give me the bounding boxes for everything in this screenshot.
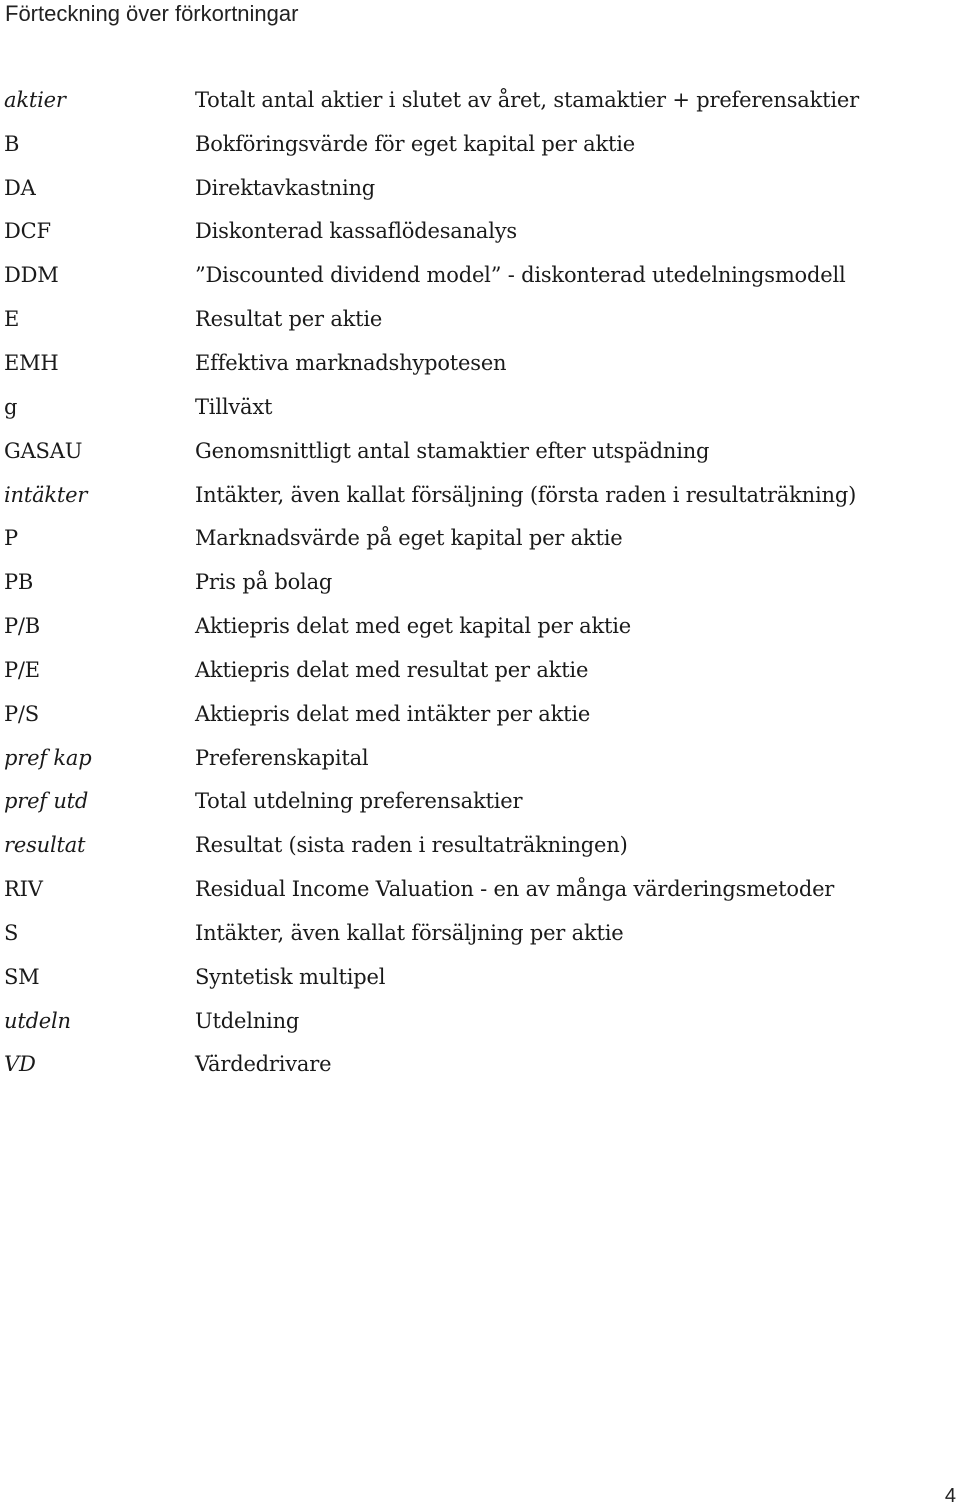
abbreviation-row [0,516,960,560]
abbreviation-term: pref kap [4,745,92,770]
abbreviation-definition: Värdedrivare [195,1052,332,1077]
abbreviation-term: resultat [4,833,86,858]
abbreviation-term: utdeln [4,1008,71,1033]
abbreviation-term: g [4,394,18,419]
abbreviation-row [0,429,960,473]
abbreviation-definition: Total utdelning preferensaktier [195,789,523,814]
abbreviation-row [0,1043,960,1087]
abbreviation-row [0,166,960,210]
abbreviation-list [0,78,960,1086]
abbreviation-term: RIV [4,877,43,902]
abbreviation-definition: Marknadsvärde på eget kapital per aktie [195,526,623,551]
abbreviation-row [0,604,960,648]
abbreviation-term: DCF [4,219,51,244]
abbreviation-term: aktier [4,87,66,112]
abbreviation-row [0,253,960,297]
abbreviation-term: P/E [4,657,40,682]
page-number: 4 [944,1485,956,1507]
abbreviation-definition: Resultat (sista raden i resultaträkningen) [195,833,628,858]
abbreviation-row [0,999,960,1043]
abbreviation-term: S [4,920,19,945]
abbreviation-definition: Intäkter, även kallat försäljning per aktie [195,920,624,945]
abbreviation-row [0,955,960,999]
abbreviation-definition: Bokföringsvärde för eget kapital per aktie [195,131,635,156]
abbreviation-row [0,648,960,692]
abbreviation-row [0,210,960,254]
abbreviation-definition: Tillväxt [195,394,273,419]
abbreviation-row [0,911,960,955]
abbreviation-row [0,341,960,385]
abbreviation-definition: Totalt antal aktier i slutet av året, stamaktier + preferensaktier [195,87,859,112]
abbreviation-term: P [4,526,18,551]
abbreviation-definition: Effektiva marknadshypotesen [195,350,507,375]
abbreviation-definition: Intäkter, även kallat försäljning (första raden i resultaträkning) [195,482,857,507]
abbreviation-definition: Pris på bolag [195,570,333,595]
abbreviation-term: P/S [4,701,39,726]
abbreviation-term: B [4,131,20,156]
abbreviation-row [0,867,960,911]
abbreviation-definition: Utdelning [195,1008,300,1033]
abbreviation-definition: Residual Income Valuation - en av många värderingsmetoder [195,877,835,902]
abbreviation-definition: Direktavkastning [195,175,376,200]
abbreviation-term: DDM [4,263,59,288]
abbreviation-definition: Resultat per aktie [195,307,383,332]
abbreviation-definition: Syntetisk multipel [195,964,386,989]
page-title: Förteckning över förkortningar [5,1,299,26]
abbreviation-row [0,823,960,867]
abbreviation-term: pref utd [4,789,89,814]
abbreviation-term: PB [4,570,34,595]
abbreviation-term: DA [4,175,36,200]
abbreviation-row [0,692,960,736]
abbreviation-term: P/B [4,614,41,639]
abbreviation-definition: Aktiepris delat med intäkter per aktie [195,701,591,726]
abbreviation-definition: Genomsnittligt antal stamaktier efter utspädning [195,438,710,463]
abbreviation-row [0,473,960,517]
abbreviation-term: VD [4,1052,36,1077]
abbreviation-term: E [4,307,20,332]
abbreviation-definition: ”Discounted dividend model” - diskonterad utedelningsmodell [195,263,846,288]
abbreviation-row [0,736,960,780]
abbreviation-row [0,78,960,122]
abbreviation-term: EMH [4,350,59,375]
abbreviation-row [0,560,960,604]
abbreviation-term: intäkter [4,482,88,507]
abbreviation-term: GASAU [4,438,83,463]
abbreviation-definition: Aktiepris delat med eget kapital per aktie [195,614,631,639]
abbreviation-term: SM [4,964,40,989]
abbreviation-definition: Preferenskapital [195,745,369,770]
abbreviation-row [0,780,960,824]
abbreviation-definition: Diskonterad kassaflödesanalys [195,219,517,244]
abbreviation-row [0,385,960,429]
abbreviation-row [0,297,960,341]
abbreviation-definition: Aktiepris delat med resultat per aktie [195,657,589,682]
abbreviation-row [0,122,960,166]
